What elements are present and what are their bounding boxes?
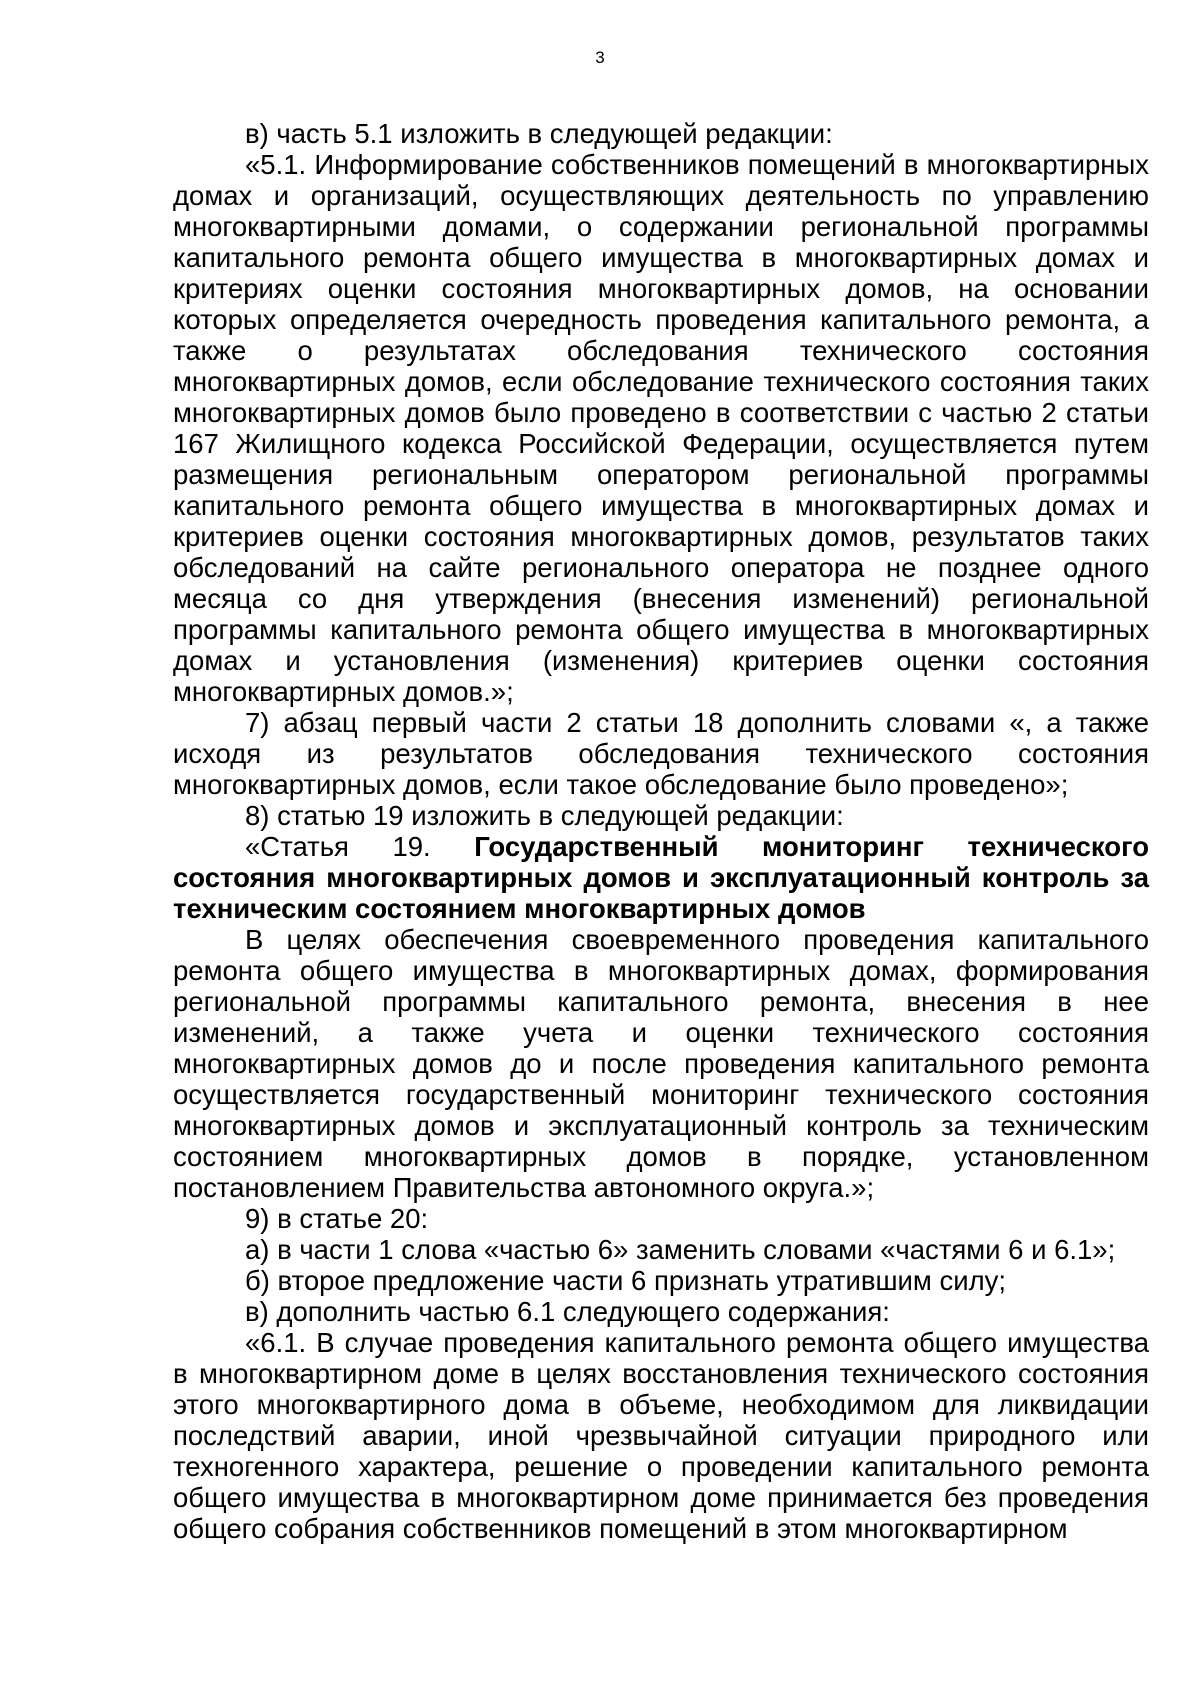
article-title: Государственный мониторинг технического состояния многоквартирных домов и эксплуатационный контроль за техническим состоянием многоквартирных домов: [173, 831, 1149, 924]
paragraph: 7) абзац первый части 2 статьи 18 дополнить словами «, а также исходя из результатов обследования технического состояния многоквартирных домов, если такое обследование было проведено»;: [173, 707, 1149, 800]
paragraph: «5.1. Информирование собственников помещений в многоквартирных домах и организаций, осуществляющих деятельность по управлению многоквартирными домами, о содержании региональной программы капитального ремонта общего имущества в многоквартирных домах и критериях оценки состояния многоквартирных домов, на основании которых определяется очередность проведения капитального ремонта, а также о результатах обследования технического состояния многоквартирных домов, если обследование технического состояния таких многоквартирных домов было проведено в соответствии с частью 2 статьи 167 Жилищного кодекса Российской Федерации, осуществляется путем размещения региональным оператором региональной программы капитального ремонта общего имущества в многоквартирных домах и критериев оценки состояния многоквартирных домов, результатов таких обследований на сайте регионального оператора не позднее одного месяца со дня утверждения (внесения изменений) региональной программы капитального ремонта общего имущества в многоквартирных домах и установления (изменения) критериев оценки состояния многоквартирных домов.»;: [173, 149, 1149, 707]
paragraph: «6.1. В случае проведения капитального ремонта общего имущества в многоквартирном доме в целях восстановления технического состояния этого многоквартирного дома в объеме, необходимом для ликвидации последствий аварии, иной чрезвычайной ситуации природного или техногенного характера, решение о проведении капитального ремонта общего имущества в многоквартирном доме принимается без проведения общего собрания собственников помещений в этом многоквартирном: [173, 1327, 1149, 1544]
paragraph: б) второе предложение части 6 признать утратившим силу;: [245, 1265, 1007, 1296]
article-prefix: «Статья 19.: [245, 831, 475, 862]
paragraph: 9) в статье 20:: [245, 1203, 429, 1234]
article-heading: [173, 831, 1149, 924]
paragraph: а) в части 1 слова «частью 6» заменить словами «частями 6 и 6.1»;: [245, 1234, 1116, 1265]
page-number: 3: [595, 48, 605, 67]
paragraph: 8) статью 19 изложить в следующей редакции:: [245, 800, 844, 831]
paragraph: В целях обеспечения своевременного проведения капитального ремонта общего имущества в многоквартирных домах, формирования региональной программы капитального ремонта, внесения в нее изменений, а также учета и оценки технического состояния многоквартирных домов до и после проведения капитального ремонта осуществляется государственный мониторинг технического состояния многоквартирных домов и эксплуатационный контроль за техническим состоянием многоквартирных домов в порядке, установленном постановлением Правительства автономного округа.»;: [173, 924, 1149, 1203]
paragraph: в) часть 5.1 изложить в следующей редакции:: [245, 118, 833, 149]
document-body: [173, 118, 1149, 1544]
paragraph: в) дополнить частью 6.1 следующего содержания:: [245, 1296, 890, 1327]
